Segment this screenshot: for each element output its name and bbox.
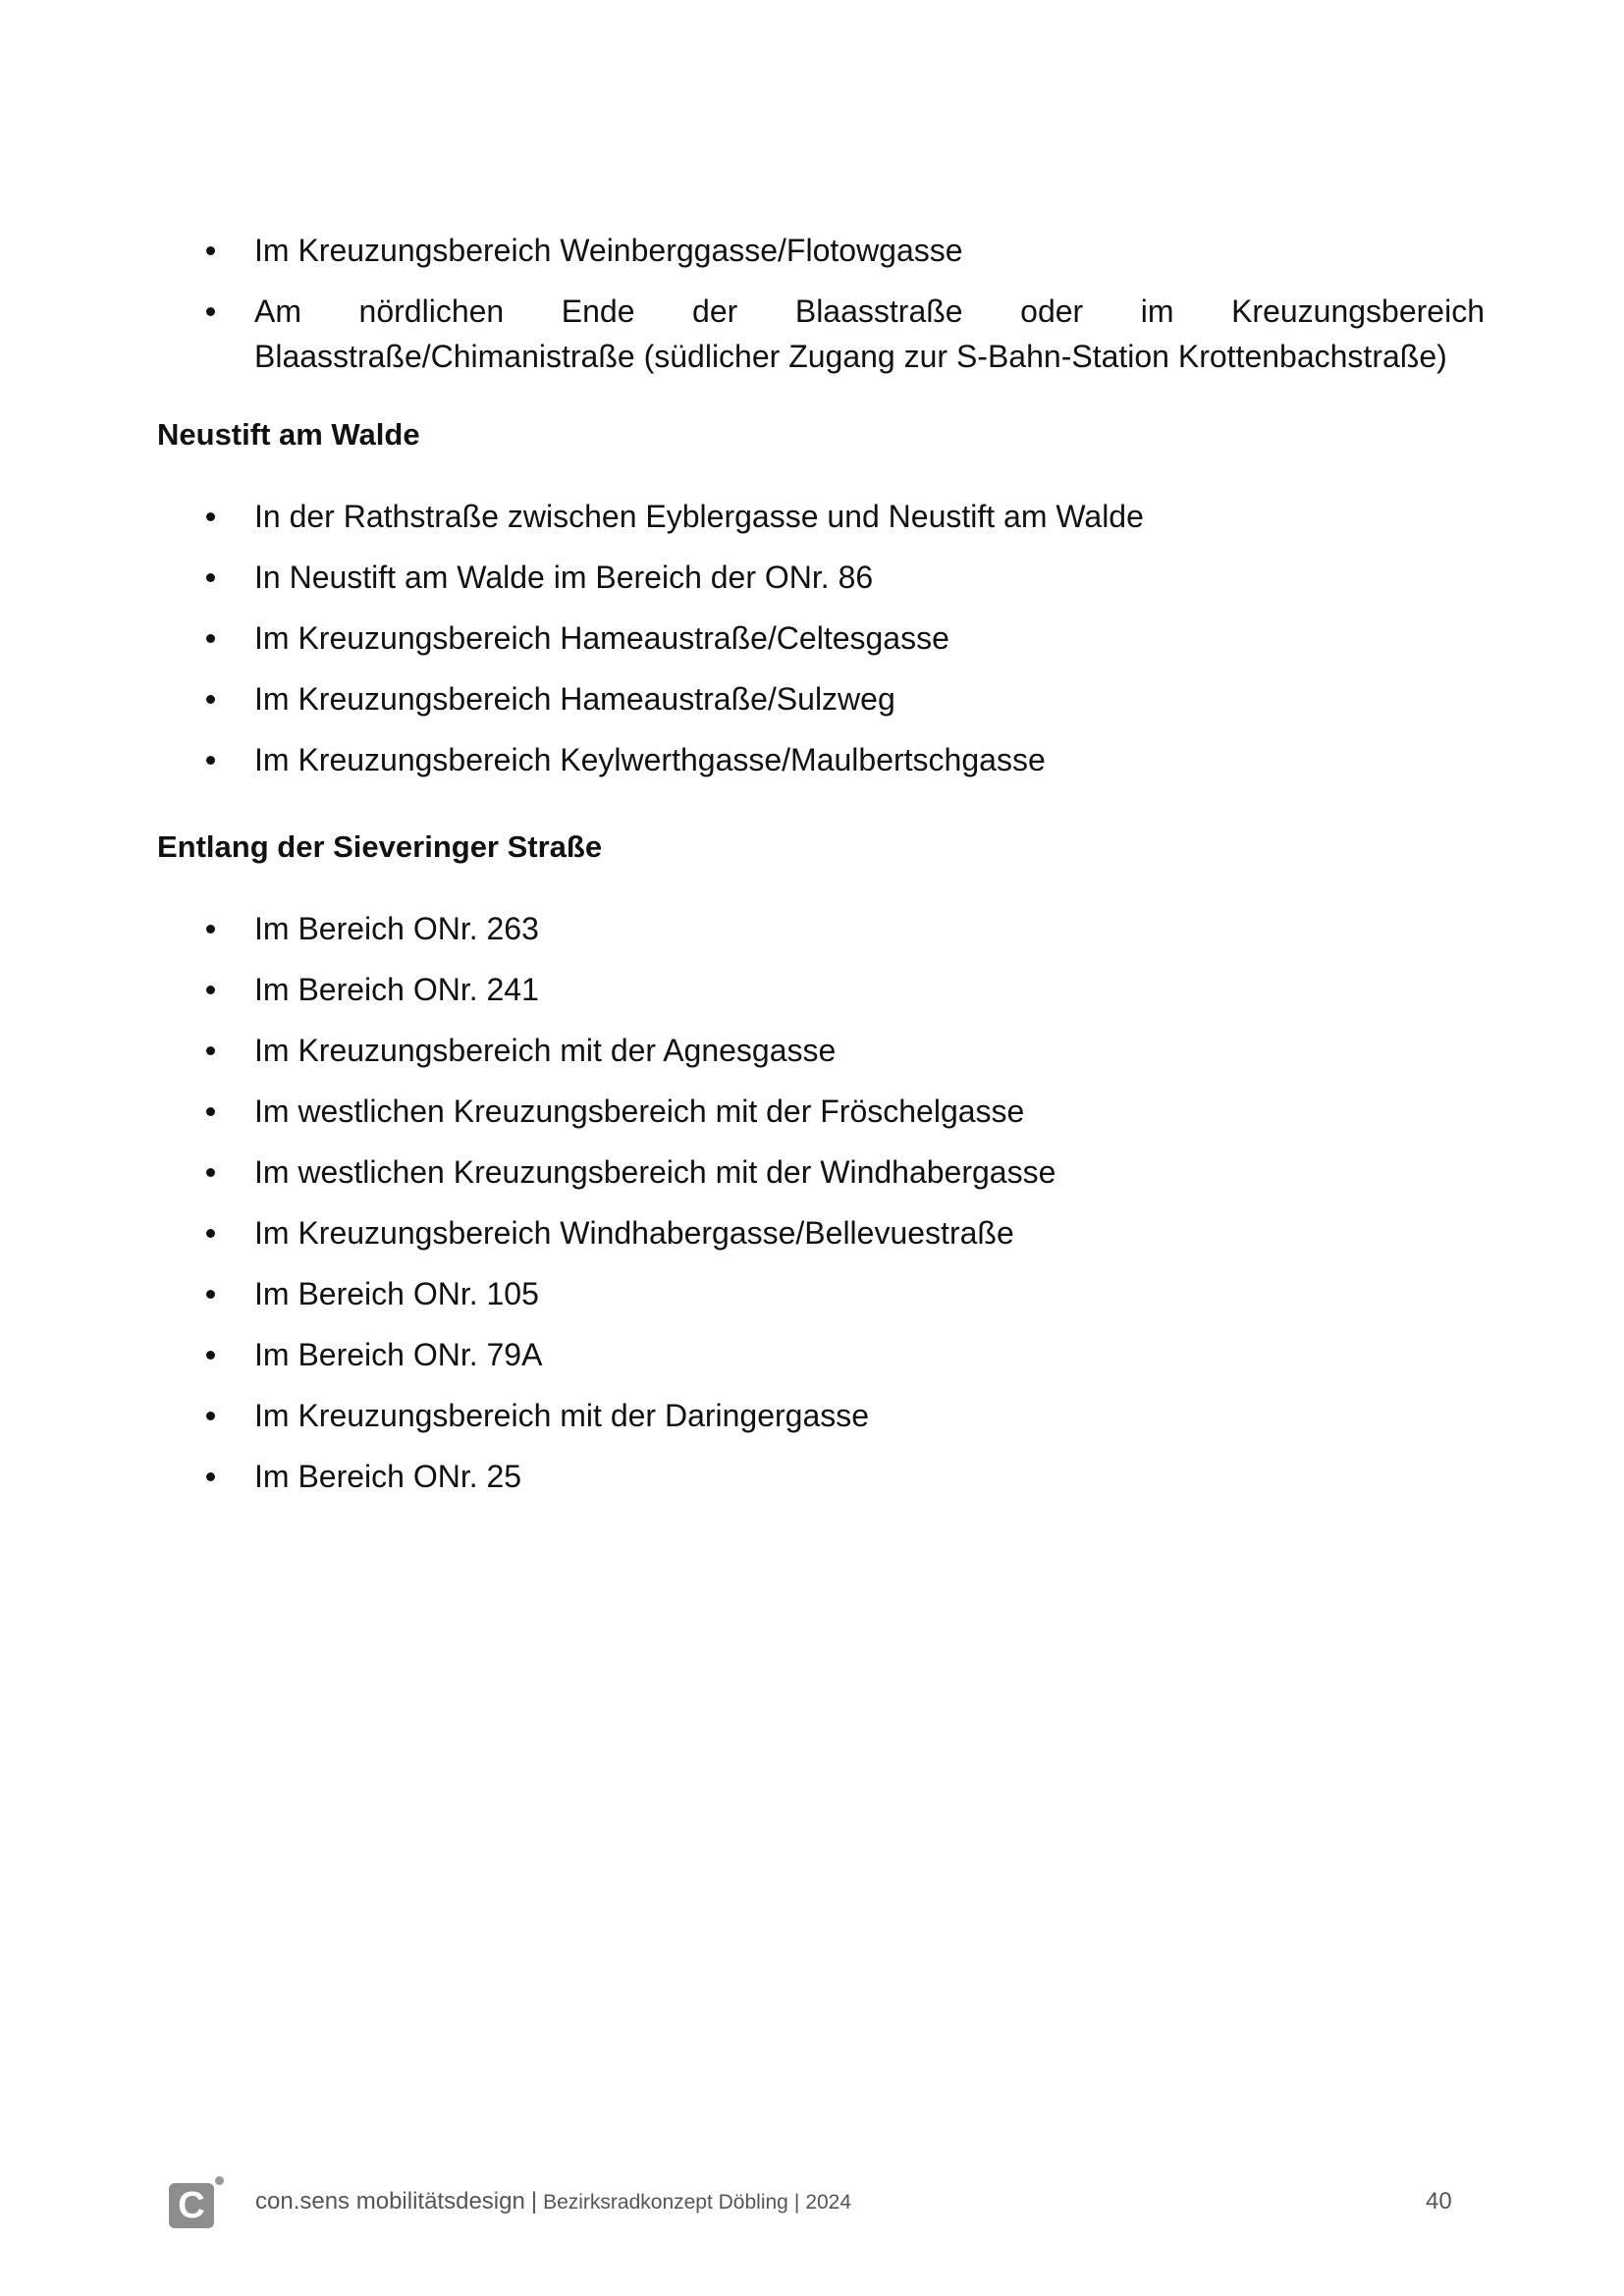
list-item: Im Bereich ONr. 25 [157, 1454, 1485, 1499]
list-item: Im Bereich ONr. 105 [157, 1271, 1485, 1316]
list-item: Im Bereich ONr. 241 [157, 967, 1485, 1012]
list-item: Im Kreuzungsbereich Windhabergasse/Bellevuestraße [157, 1210, 1485, 1255]
list-item: Im Kreuzungsbereich mit der Agnesgasse [157, 1028, 1485, 1073]
page-footer [0, 2169, 1624, 2228]
section-heading-neustift: Neustift am Walde [157, 417, 420, 452]
footer-separator: | [530, 2188, 538, 2215]
consens-logo: C [169, 2183, 214, 2228]
footer-brand: con.sens mobilitätsdesign [255, 2188, 525, 2215]
list-item: Im Kreuzungsbereich Hameaustraße/Celtesgasse [157, 615, 1485, 661]
list-item: Im westlichen Kreuzungsbereich mit der Windhabergasse [157, 1149, 1485, 1195]
footer-separator: | [793, 2191, 800, 2214]
list-item: Im Kreuzungsbereich Hameaustraße/Sulzweg [157, 676, 1485, 721]
logo-dot-icon [215, 2176, 224, 2185]
list-item: Im Kreuzungsbereich Weinberggasse/Flotowgasse [157, 228, 1485, 273]
bullet-list-neustift [157, 494, 1485, 798]
list-item: Im Kreuzungsbereich mit der Daringergasse [157, 1393, 1485, 1438]
list-item: Im westlichen Kreuzungsbereich mit der Fröschelgasse [157, 1089, 1485, 1134]
page-number: 40 [1426, 2188, 1452, 2215]
list-item: Am nördlichen Ende der Blaasstraße oder im Kreuzungsbereich Blaasstraße/Chimanistraße (südlicher Zugang zur S-Bahn-Station Krottenbachstraße) [157, 289, 1485, 379]
bullet-list-sieveringer [157, 906, 1485, 1515]
list-item: Im Kreuzungsbereich Keylwerthgasse/Maulbertschgasse [157, 737, 1485, 782]
section-heading-sieveringer: Entlang der Sieveringer Straße [157, 829, 603, 864]
footer-text [255, 2187, 851, 2217]
footer-year: 2024 [805, 2191, 852, 2214]
bullet-list-top [157, 228, 1485, 395]
list-item: In Neustift am Walde im Bereich der ONr. 86 [157, 555, 1485, 600]
footer-document-title: Bezirksradkonzept Döbling [543, 2191, 788, 2214]
list-item: In der Rathstraße zwischen Eyblergasse und Neustift am Walde [157, 494, 1485, 539]
list-item: Im Bereich ONr. 79A [157, 1332, 1485, 1377]
list-item: Im Bereich ONr. 263 [157, 906, 1485, 951]
